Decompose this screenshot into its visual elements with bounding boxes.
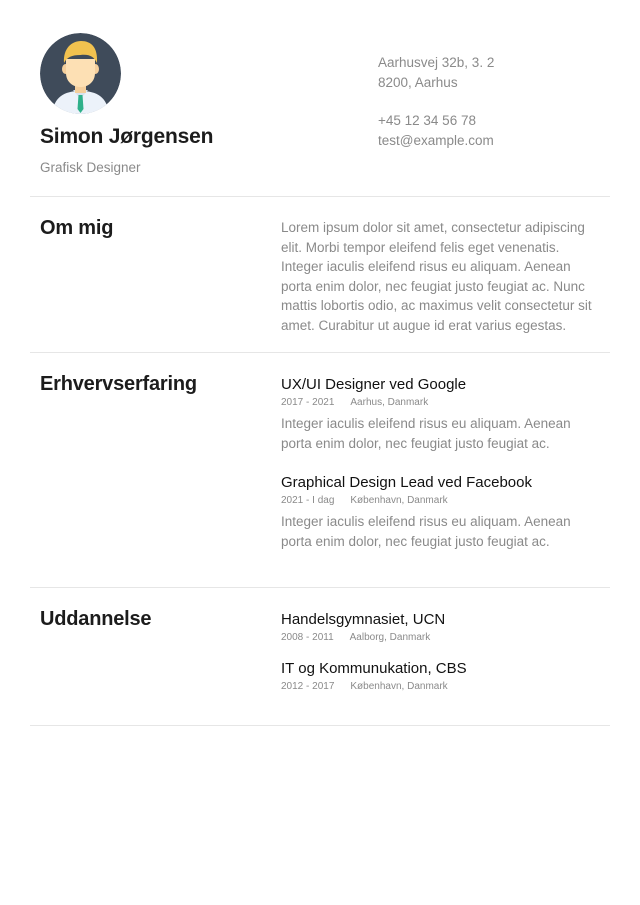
experience-entry [281,474,599,551]
school-location: Aalborg, Danmark [349,632,431,643]
candidate-name: Simon Jørgensen [40,125,214,148]
school-title: IT og Kommunukation, CBS [281,660,467,677]
email-address: test@example.com [378,132,494,148]
job-location: København, Danmark [350,495,448,506]
education-section-title: Uddannelse [40,608,152,630]
job-period: 2017 - 2021 [281,397,335,408]
section-divider [30,352,610,353]
resume-header [0,0,640,197]
experience-section-title: Erhvervserfaring [40,373,197,395]
school-location: København, Danmark [350,681,448,692]
contact-info [378,53,494,150]
section-divider [30,725,610,726]
school-period: 2008 - 2011 [281,632,334,643]
school-meta [281,681,599,693]
section-divider [30,587,610,588]
job-meta [281,397,599,409]
school-period: 2012 - 2017 [281,681,335,692]
phone-number: +45 12 34 56 78 [378,113,476,128]
experience-entry [281,376,599,453]
address-line-1: Aarhusvej 32b, 3. 2 [378,55,495,70]
job-description: Integer iaculis eleifend risus eu aliquam. Aenean porta enim dolor, nec feugiat justo feugiat ac. [281,416,571,451]
person-avatar-icon [40,33,121,114]
address-line-2: 8200, Aarhus [378,74,458,90]
job-meta [281,495,599,507]
education-entry [281,660,599,693]
job-description: Integer iaculis eleifend risus eu aliquam. Aenean porta enim dolor, nec feugiat justo feugiat ac. [281,514,571,549]
about-text: Lorem ipsum dolor sit amet, consectetur adipiscing elit. Morbi tempor eleifend felis eget venenatis. Integer iaculis eleifend risus eu aliquam. Aenean porta enim dolor, nec feugiat justo feugiat ac. Nunc mattis lobortis odio, ac maximus velit consectetur sit amet. Curabitur ut augue id erat varius egestas. [281,220,592,333]
school-meta [281,632,599,644]
job-title: Graphical Design Lead ved Facebook [281,474,532,491]
section-divider [30,196,610,197]
about-section-title: Om mig [40,217,114,239]
job-title: UX/UI Designer ved Google [281,376,467,393]
candidate-role: Grafisk Designer [40,160,141,175]
job-period: 2021 - I dag [281,495,335,506]
job-location: Aarhus, Danmark [350,397,429,408]
school-title: Handelsgymnasiet, UCN [281,611,446,628]
education-entry [281,611,599,644]
